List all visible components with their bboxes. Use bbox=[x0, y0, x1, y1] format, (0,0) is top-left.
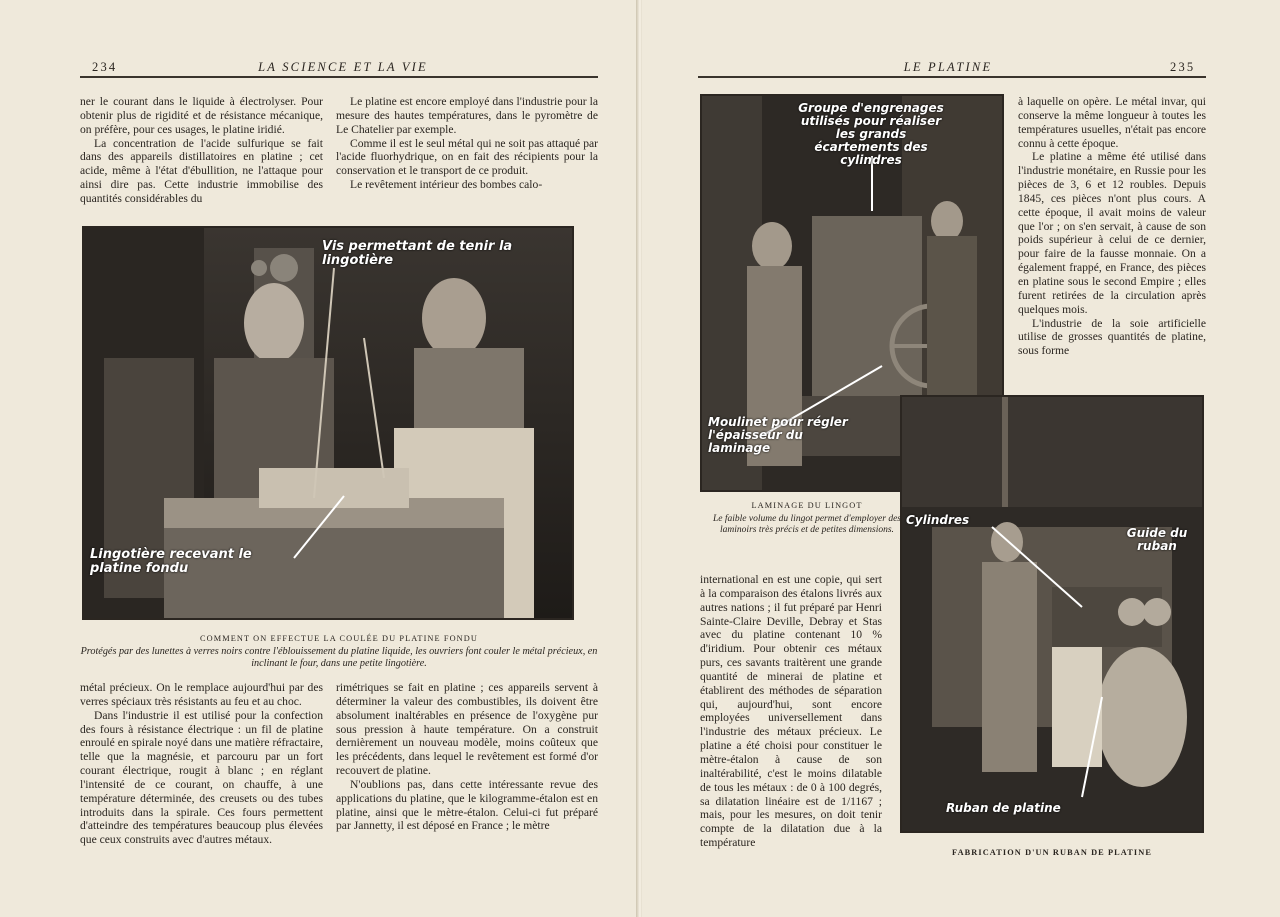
moulinet-label: Moulinet pour régler l'épaisseur du laminage bbox=[708, 415, 848, 455]
left-column-bottom-2 bbox=[336, 681, 598, 833]
left-column-bottom-1 bbox=[80, 681, 323, 847]
paragraph: Le platine a même été utilisé dans l'industrie monétaire, en Russie pour les pièces de 3, 6 et 12 roubles. Depuis 1845, ces pièces n'ont plus cours. A cette époque, il avait moins de valeur que l'or ; on s'en servait, à cause de son poids supérieur à celui de ce dernier, pour faire de la fausse monnaie. On a également frappé, en France, des pièces en platine sous le second Empire ; elles furent retirées de la circulation après quelques mois. bbox=[1018, 150, 1206, 316]
header-rule-left bbox=[80, 76, 598, 78]
header-rule-right bbox=[698, 76, 1206, 78]
ribbon-machine-illustration bbox=[902, 397, 1202, 831]
page-number-right: 235 bbox=[1170, 60, 1196, 74]
paragraph: métal précieux. On le remplace aujourd'hui par des verres spéciaux très résistants au feu et au choc. bbox=[80, 681, 323, 708]
paragraph: L'industrie de la soie artificielle utilise de grosses quantités de platine, sous forme bbox=[1018, 316, 1206, 358]
paragraph: N'oublions pas, dans cette intéressante revue des applications du platine, que le kilogramme-étalon est en platine, ainsi que le mètre-étalon. Celui-ci fut préparé par Jannetty, il est déposé en France ; le mètre bbox=[336, 777, 598, 833]
casting-photo bbox=[82, 226, 574, 620]
right-page bbox=[642, 0, 1280, 917]
paragraph: Comme il est le seul métal qui ne soit pas attaqué par l'acide fluorhydrique, on en fait des récipients pour la conservation et le transport de ce produit. bbox=[336, 136, 598, 178]
cylindres-label: Cylindres bbox=[906, 513, 970, 527]
left-column-top-2 bbox=[336, 95, 598, 192]
right-column-bottom bbox=[700, 573, 882, 850]
paragraph: Le revêtement intérieur des bombes calo- bbox=[350, 178, 543, 192]
ruban-label: Ruban de platine bbox=[946, 801, 1061, 815]
ribbon-caption: FABRICATION D'UN RUBAN DE PLATINE bbox=[952, 848, 1152, 857]
rolling-caption-body: Le faible volume du lingot permet d'employer des laminoirs très précis et de petites dimensions. bbox=[712, 514, 902, 535]
paragraph: international en est une copie, qui sert à la comparaison des étalons livrés aux autres nations ; il fut préparé par Henri Sainte-Claire Deville, Debray et Stas avec du platine contenant 10 % d'iridium. Pour obtenir ces métaux purs, ces savants traitèrent une grande quantité de minerai de platine et établirent des méthodes de séparation qui, aujourd'hui, sont encore employées universellement dans l'industrie des métaux précieux. Le platine a été choisi pour constituer le mètre-étalon à cause de son inaltérabilité, c'est le moins dilatable de tous les métaux : de 0 à 100 degrés, sa dilatation linéaire est de 1/1167 ; mais, pour les mesures, on doit tenir compte de la dilatation due à la température bbox=[700, 573, 882, 850]
left-column-top-1 bbox=[80, 95, 323, 206]
paragraph: Le platine est encore employé dans l'industrie pour la mesure des hautes températures, dans le pyromètre de Le Chatelier par exemple. bbox=[336, 95, 598, 136]
ribbon-photo bbox=[900, 395, 1204, 833]
casting-caption-title: COMMENT ON EFFECTUE LA COULÉE DU PLATINE FONDU bbox=[200, 634, 478, 643]
running-head-left: LA SCIENCE ET LA VIE bbox=[258, 60, 428, 74]
left-page bbox=[0, 0, 638, 917]
rolling-caption-title: LAMINAGE DU LINGOT bbox=[751, 501, 863, 510]
lingotiere-label: Lingotière recevant le platine fondu bbox=[90, 547, 252, 576]
paragraph: La concentration de l'acide sulfurique se fait dans des appareils distillatoires en platine ; cet acide, même à l'état d'ébullition, ne l'attaque pour ainsi dire pas. Cette industrie immobilise des quantités considérables du bbox=[80, 136, 323, 205]
guide-label: Guide du ruban bbox=[1126, 526, 1188, 553]
paragraph: à laquelle on opère. Le métal invar, qui conserve la même longueur à toutes les températures usuelles, n'était pas encore connu à cette époque. bbox=[1018, 95, 1206, 150]
vis-label: Vis permettant de tenir la lingotière bbox=[322, 239, 513, 268]
page-number-left: 234 bbox=[92, 60, 118, 74]
paragraph: rimétriques se fait en platine ; ces appareils servent à déterminer la valeur des combustibles, ils doivent être absolument inaltérables en présence de l'oxygène pur sous pression à haute température. On a construit dernièrement un nouveau modèle, moins coûteux que les précédents, dans lequel le revêtement est formé d'or recouvert de platine. bbox=[336, 681, 598, 778]
running-head-right: LE PLATINE bbox=[903, 60, 993, 74]
groupe-label: Groupe d'engrenages utilisés pour réaliser les grands écartements des cylindres bbox=[798, 101, 944, 167]
right-column-top bbox=[1018, 95, 1206, 358]
paragraph: Dans l'industrie il est utilisé pour la confection des fours à résistance électrique : un fil de platine enroulé en spirale noyé dans une matière réfractaire, telle que la magnésie, et parcouru par un fort courant électrique, rougit à blanc ; en réglant l'intensité de ce courant, on chauffe, à une température déterminée, des creusets ou des tubes introduits dans la spirale. Ces fours permettent d'atteindre des températures beaucoup plus élevées que ceux construits avec d'autres métaux. bbox=[80, 708, 323, 847]
paragraph: ner le courant dans le liquide à électrolyser. Pour obtenir plus de rigidité et de résistance mécanique, on préfère, pour ces usages, le platine iridié. bbox=[80, 95, 323, 136]
casting-caption-body: Protégés par des lunettes à verres noirs contre l'éblouissement du platine liquide, les ouvriers font couler le métal précieux, en inclinant le four, dans une petite lingotière. bbox=[80, 646, 598, 669]
